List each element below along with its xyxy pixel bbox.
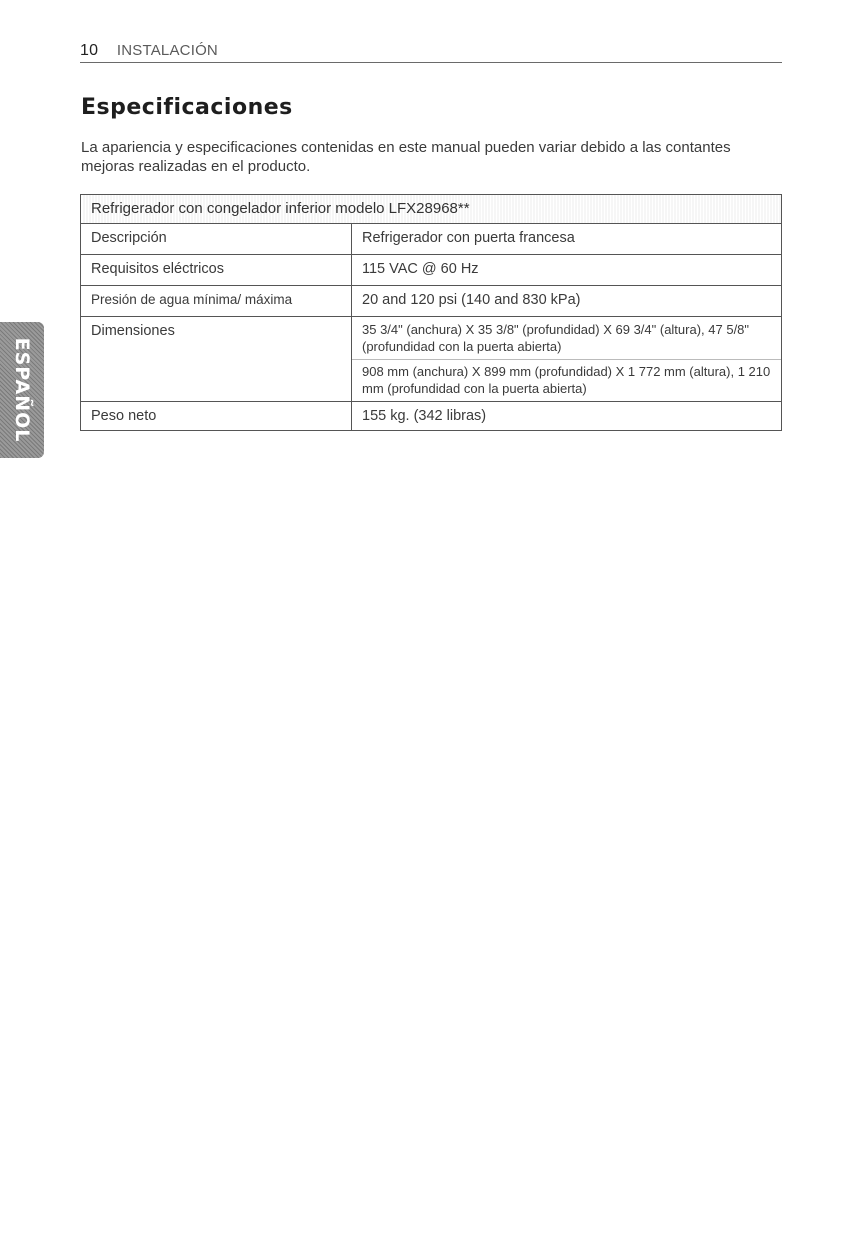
row-label: Presión de agua mínima/ máxima <box>81 286 352 317</box>
language-label: ESPAÑOL <box>11 337 33 443</box>
section-title: INSTALACIÓN <box>116 42 218 59</box>
row-value: Refrigerador con puerta francesa <box>352 224 782 255</box>
dimensions-metric: 908 mm (anchura) X 899 mm (profundidad) X 1 772 mm (altura), 1 210 mm (profundidad con la puerta abierta) <box>352 359 781 397</box>
row-value: 115 VAC @ 60 Hz <box>352 255 782 286</box>
row-value: 155 kg. (342 libras) <box>352 402 782 431</box>
table-row <box>81 224 782 255</box>
intro-paragraph: La apariencia y especificaciones contenidas en este manual pueden variar debido a las contantes mejoras realizadas en el producto. <box>81 139 731 175</box>
page-title: Especificaciones <box>81 95 293 120</box>
row-value-cell <box>352 317 782 402</box>
page-header <box>80 42 782 63</box>
row-label: Descripción <box>81 224 352 255</box>
language-side-tab <box>0 322 44 458</box>
page-number: 10 <box>80 42 99 59</box>
row-label: Peso neto <box>81 402 352 431</box>
table-row <box>81 402 782 431</box>
table-row <box>81 255 782 286</box>
row-label: Requisitos eléctricos <box>81 255 352 286</box>
row-value: 20 and 120 psi (140 and 830 kPa) <box>352 286 782 317</box>
dimensions-imperial: 35 3/4" (anchura) X 35 3/8" (profundidad) X 69 3/4" (altura), 47 5/8" (profundidad con la puerta abierta) <box>362 322 750 354</box>
spec-table <box>80 194 782 431</box>
table-row <box>81 286 782 317</box>
row-label: Dimensiones <box>81 317 352 402</box>
model-header: Refrigerador con congelador inferior modelo LFX28968** <box>81 195 782 224</box>
table-header-row <box>81 195 782 224</box>
table-row <box>81 317 782 402</box>
